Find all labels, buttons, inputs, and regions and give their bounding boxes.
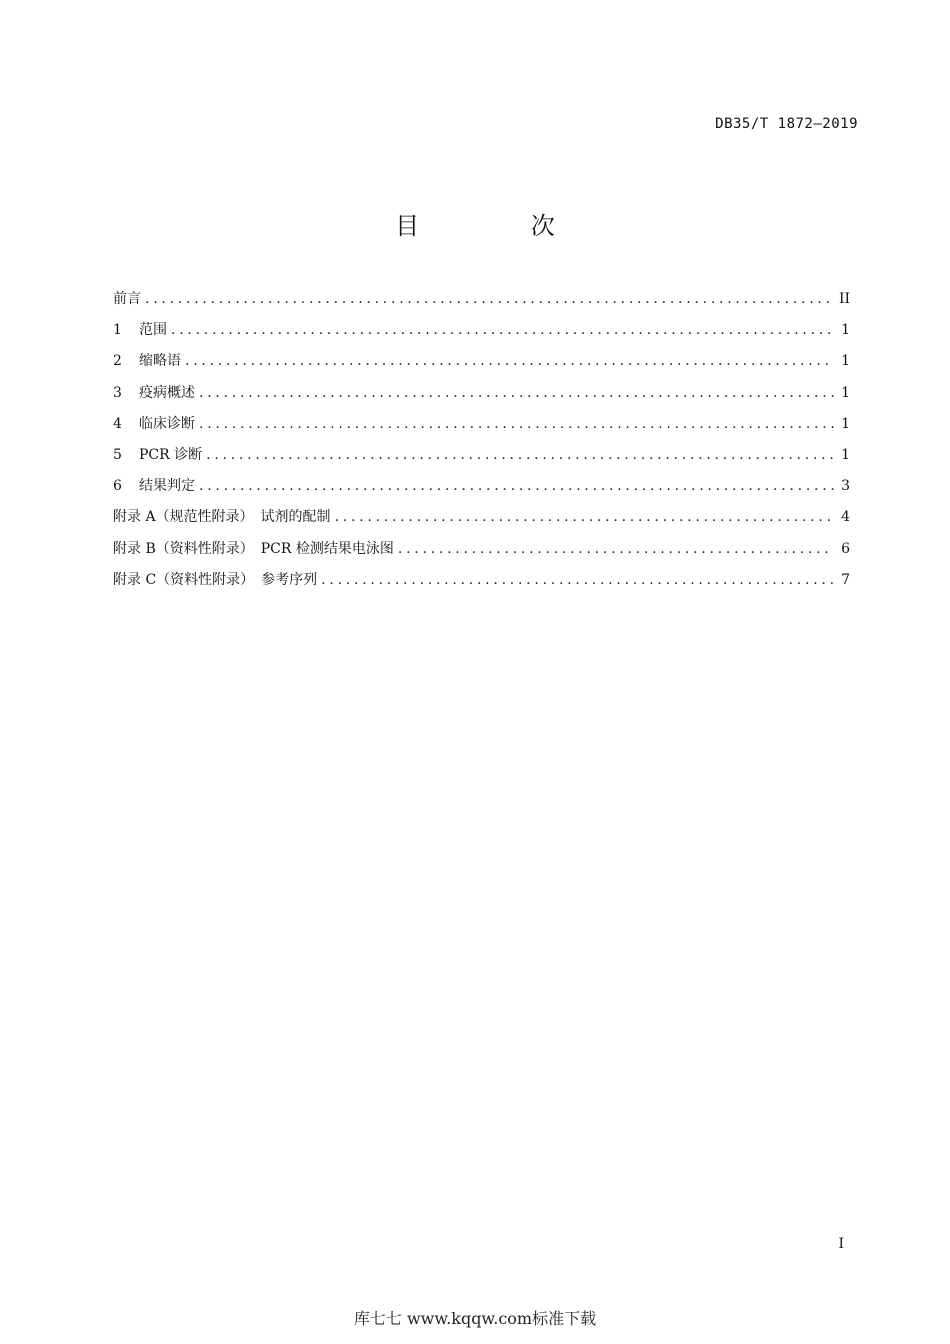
toc-leader: [206, 444, 834, 466]
toc-item-text: 范围: [139, 322, 167, 339]
toc-leader: [321, 569, 834, 591]
toc-item-text: 附录 B（资料性附录） PCR 检测结果电泳图: [113, 540, 394, 557]
toc-item-page: 6: [841, 540, 850, 557]
toc-item-number: 6: [113, 478, 122, 495]
toc-item-number: 4: [113, 415, 122, 432]
document-number: DB35/T 1872—2019: [715, 116, 858, 132]
toc-item-appendix-a[interactable]: [113, 506, 850, 537]
toc-item-text: 疫病概述: [139, 384, 195, 401]
footer-watermark: 库七七 www.kqqw.com标准下载: [353, 1309, 597, 1328]
toc-item-text: 缩略语: [139, 353, 181, 370]
toc-item-text: 附录 A（规范性附录） 试剂的配制: [113, 509, 331, 526]
toc-item-appendix-c[interactable]: [113, 569, 850, 600]
toc-leader: [199, 382, 834, 404]
toc-title: 目 次: [395, 212, 607, 240]
toc-item-result-judgment[interactable]: [113, 475, 850, 506]
page-number: I: [838, 1236, 844, 1252]
toc-item-page: 1: [841, 353, 850, 370]
toc-item-number: 5: [113, 446, 122, 463]
toc-item-text: 前言: [113, 291, 141, 307]
toc-item-text: 结果判定: [139, 478, 195, 495]
toc-item-page: 1: [841, 384, 850, 401]
toc-item-text: PCR 诊断: [139, 446, 203, 463]
toc-item-page: 4: [841, 509, 850, 526]
toc-item-text: 附录 C（资料性附录） 参考序列: [113, 571, 318, 588]
toc-item-text: 临床诊断: [139, 415, 195, 432]
toc-item-scope[interactable]: [113, 319, 850, 350]
toc-item-number: 2: [113, 353, 122, 370]
toc-item-clinical-diagnosis[interactable]: [113, 413, 850, 444]
toc-item-number: 3: [113, 384, 122, 401]
toc-leader: [145, 288, 834, 310]
toc-item-pcr-diagnosis[interactable]: [113, 444, 850, 475]
toc-item-abbreviations[interactable]: [113, 350, 850, 381]
toc-item-page: 1: [841, 446, 850, 463]
toc-item-page: 7: [841, 571, 850, 588]
toc-item-page: 1: [841, 415, 850, 432]
toc-leader: [335, 506, 834, 528]
toc-leader: [185, 350, 834, 372]
toc-leader: [171, 319, 834, 341]
toc-item-foreword[interactable]: [113, 288, 850, 319]
toc-leader: [398, 538, 834, 560]
toc-item-disease-overview[interactable]: [113, 382, 850, 413]
toc-list: [113, 288, 850, 600]
toc-item-number: 1: [113, 322, 122, 339]
toc-leader: [199, 413, 834, 435]
toc-item-appendix-b[interactable]: [113, 538, 850, 569]
toc-leader: [199, 475, 834, 497]
toc-item-page: 1: [841, 322, 850, 339]
toc-item-page: II: [838, 291, 850, 307]
toc-item-page: 3: [841, 478, 850, 495]
